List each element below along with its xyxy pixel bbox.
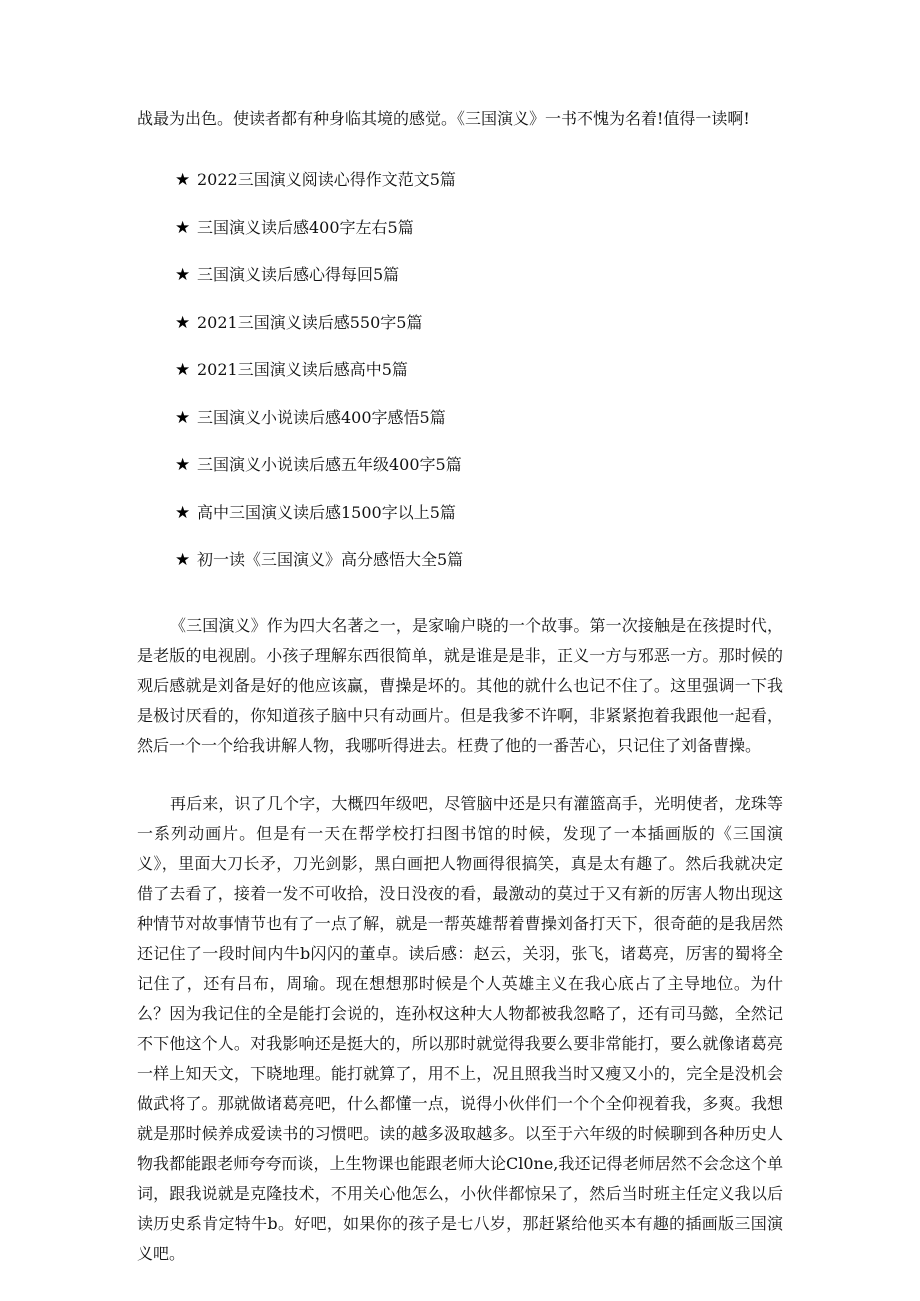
related-article-link[interactable]: 初一读《三国演义》高分感悟大全5篇 <box>197 550 464 569</box>
related-article-link[interactable]: 2021三国演义读后感550字5篇 <box>197 312 423 332</box>
related-article-link[interactable]: 三国演义小说读后感五年级400字5篇 <box>197 455 462 474</box>
related-article-link[interactable]: 2022三国演义阅读心得作文范文5篇 <box>197 170 456 189</box>
related-article-link[interactable]: 2021三国演义读后感高中5篇 <box>197 360 408 379</box>
related-article-link[interactable]: 三国演义读后感心得每回5篇 <box>197 265 400 284</box>
star-icon: ★ <box>175 360 191 380</box>
intro-paragraph-tail: 战最为出色。使读者都有种身临其境的感觉。《三国演义》一书不愧为名着!值得一读啊! <box>137 109 750 128</box>
body-paragraph-childhood: 《三国演义》作为四大名著之一，是家喻户晓的一个故事。第一次接触是在孩提时代，是老版的电视剧。小孩子理解东西很简单，就是谁是是非，正义一方与邪恶一方。那时候的观后感就是刘备是好的他应该赢，曹操是坏的。其他的就什么也记不住了。这里强调一下我是极讨厌看的，你知道孩子脑中只有动画片。但是我爹不许啊，非紧紧抱着我跟他一起看，然后一个一个给我讲解人物，我哪听得进去。枉费了他的一番苦心，只记住了刘备曹操。 <box>137 615 783 755</box>
star-icon: ★ <box>175 312 191 333</box>
related-article-item[interactable] <box>175 216 783 264</box>
document-page <box>137 104 783 1269</box>
related-article-link[interactable]: 三国演义小说读后感400字感悟5篇 <box>197 407 446 427</box>
related-article-item[interactable] <box>175 501 783 549</box>
related-article-item[interactable] <box>175 263 783 311</box>
related-articles-list <box>137 168 783 596</box>
related-article-item[interactable] <box>175 168 783 216</box>
related-article-link[interactable]: 三国演义读后感400字左右5篇 <box>197 217 414 237</box>
related-article-link[interactable]: 高中三国演义读后感1500字以上5篇 <box>197 502 456 522</box>
star-icon: ★ <box>175 170 191 190</box>
star-icon: ★ <box>175 455 191 475</box>
related-article-item[interactable] <box>175 406 783 454</box>
star-icon: ★ <box>175 217 191 238</box>
star-icon: ★ <box>175 550 191 570</box>
related-article-item[interactable] <box>175 548 783 596</box>
star-icon: ★ <box>175 265 191 285</box>
related-article-item[interactable] <box>175 453 783 501</box>
star-icon: ★ <box>175 407 191 428</box>
related-article-item[interactable] <box>175 311 783 359</box>
body-paragraph-reading: 再后来，识了几个字，大概四年级吧，尽管脑中还是只有灌篮高手，光明使者，龙珠等一系列动画片。但是有一天在帮学校打扫图书馆的时候，发现了一本插画版的《三国演义》，里面大刀长矛，刀光剑影，黑白画把人物画得很搞笑，真是太有趣了。然后我就决定借了去看了，接着一发不可收拾，没日没夜的看，最激动的莫过于又有新的厉害人物出现这种情节对故事情节也有了一点了解，就是一帮英雄帮着曹操刘备打天下，很奇葩的是我居然还记住了一段时间内牛b闪闪的董卓。读后感：赵云，关羽，张飞，诸葛亮，厉害的蜀将全记住了，还有吕布，周瑜。现在想想那时候是个人英雄主义在我心底占了主导地位。为什么？因为我记住的全是能打会说的，连孙权这种大人物都被我忽略了，还有司马懿，全然记不下他这个人。对我影响还是挺大的，所以那时就觉得我要么要非常能打，要么就像诸葛亮一样上知天文，下晓地理。能打就算了，用不上，况且照我当时又瘦又小的，完全是没机会做武将了。那就做诸葛亮吧，什么都懂一点，说得小伙伴们一个个全仰视着我，多爽。我想就是那时候养成爱读书的习惯吧。读的越多汲取越多。以至于六年级的时候聊到各种历史人物我都能跟老师夸夸而谈，上生物课也能跟老师大论Cl0ne,我还记得老师居然不会念这个单词，跟我说就是克隆技术，不用关心他怎么，小伙伴都惊呆了，然后当时班主任定义我以后读历史系肯定特牛b。好吧，如果你的孩子是七八岁，那赶紧给他买本有趣的插画版三国演义吧。 <box>137 793 783 1263</box>
star-icon: ★ <box>175 502 191 523</box>
related-article-item[interactable] <box>175 358 783 406</box>
